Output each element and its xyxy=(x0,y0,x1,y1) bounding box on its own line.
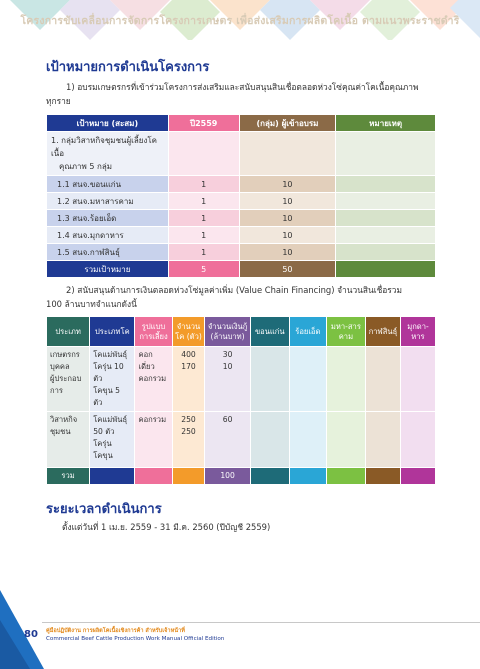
group-label-line2: คุณภาพ 5 กลุ่ม xyxy=(59,162,113,171)
row-trainees: 10 xyxy=(239,176,336,193)
col-header-remarks: หมายเหตุ xyxy=(336,115,436,132)
row-remarks xyxy=(336,210,436,227)
col-header-mukdahan: มุกดา-หาร xyxy=(400,317,435,347)
row-khonkaen xyxy=(250,347,289,412)
total-mahasarakham xyxy=(326,468,365,485)
table-row xyxy=(47,210,436,227)
row-year: 1 xyxy=(168,227,239,244)
row-label: 1.3 สนจ.ร้อยเอ็ด xyxy=(47,210,169,227)
row-trainees: 10 xyxy=(239,227,336,244)
col-header-type: ประเภท xyxy=(47,317,90,347)
goal-item-1 xyxy=(46,80,434,94)
row-remarks xyxy=(336,244,436,261)
table-header-row xyxy=(47,317,436,347)
row-cattle-line: โคขุน xyxy=(93,451,113,460)
goal-item-2-line2: 100 ล้านบาทจำแนกดังนี้ xyxy=(46,299,137,309)
goal-item-1-line2: ทุกราย xyxy=(46,96,71,106)
row-kalasin xyxy=(365,347,400,412)
row-year: 1 xyxy=(168,244,239,261)
section-heading-duration: ระยะเวลาดำเนินการ xyxy=(46,502,162,517)
row-khonkaen xyxy=(250,412,289,468)
col-header-kalasin: กาฬสินธุ์ xyxy=(365,317,400,347)
col-header-cattle-count: จำนวนโค (ตัว) xyxy=(172,317,205,347)
row-loan xyxy=(205,412,250,468)
training-target-table xyxy=(46,114,436,278)
col-header-target: เป้าหมาย (สะสม) xyxy=(47,115,169,132)
total-mukdahan xyxy=(400,468,435,485)
row-cattle-line: โคแม่พันธุ์ xyxy=(93,415,128,424)
col-header-roiet: ร้อยเอ็ด xyxy=(289,317,326,347)
row-roiet xyxy=(289,347,326,412)
row-style-line: คอกรวม xyxy=(138,415,167,424)
row-label: 1.1 สนจ.ขอนแก่น xyxy=(47,176,169,193)
row-style-line: คอกรวม xyxy=(138,374,167,383)
row-cattle-line: โครุ่น xyxy=(93,439,112,448)
row-cattle-line: 50 ตัว xyxy=(93,427,115,436)
row-count-line: 170 xyxy=(181,362,196,371)
row-trainees: 10 xyxy=(239,244,336,261)
row-type-line: การ xyxy=(50,386,63,395)
row-label: 1.4 สนจ.มุกดาหาร xyxy=(47,227,169,244)
group-year-cell xyxy=(168,132,239,176)
table-total-row xyxy=(47,468,436,485)
total-cattle xyxy=(90,468,135,485)
financing-table xyxy=(46,316,436,485)
row-loan-line: 10 xyxy=(222,362,233,371)
banner-title: โครงการขับเคลื่อนการจัดการโครงการเกษตร เพื่อส่งเสริมการผลิตโคเนื้อ ตามแนวพระราชดำริ xyxy=(20,15,460,27)
row-cattle-line: โครุ่น 10 ตัว xyxy=(93,362,124,383)
row-type-line: ชุมชน xyxy=(50,427,71,436)
table-row xyxy=(47,347,436,412)
page-number: 80 xyxy=(24,629,38,640)
row-trainees: 10 xyxy=(239,210,336,227)
row-count xyxy=(172,412,205,468)
footer-title-en: Commercial Beef Cattle Production Work Manual Official Edition xyxy=(46,636,225,642)
total-remarks xyxy=(336,261,436,278)
row-loan-line: 30 xyxy=(222,350,233,359)
row-year: 1 xyxy=(168,193,239,210)
footer-divider xyxy=(42,622,480,623)
row-mukdahan xyxy=(400,347,435,412)
col-header-loan-amount: จำนวนเงินกู้ (ล้านบาท) xyxy=(205,317,250,347)
row-type xyxy=(47,412,90,468)
row-year: 1 xyxy=(168,176,239,193)
total-kalasin xyxy=(365,468,400,485)
row-cattle-line: โคแม่พันธุ์ xyxy=(93,350,128,359)
row-style xyxy=(135,412,172,468)
header-banner xyxy=(0,0,480,40)
row-cattle xyxy=(90,412,135,468)
row-type-line: ผู้ประกอบ xyxy=(50,374,82,383)
table-row xyxy=(47,412,436,468)
total-label: รวม xyxy=(47,468,90,485)
row-remarks xyxy=(336,227,436,244)
col-header-trainees: (กลุ่ม) ผู้เข้าอบรม xyxy=(239,115,336,132)
row-count-line: 250 xyxy=(181,415,196,424)
col-header-mahasarakham: มหา-สารคาม xyxy=(326,317,365,347)
row-roiet xyxy=(289,412,326,468)
col-header-year: ปี2559 xyxy=(168,115,239,132)
row-type xyxy=(47,347,90,412)
row-loan xyxy=(205,347,250,412)
row-label: 1.2 สนจ.มหาสารคาม xyxy=(47,193,169,210)
total-label: รวมเป้าหมาย xyxy=(47,261,169,278)
section-heading-goals: เป้าหมายการดำเนินโครงการ xyxy=(46,60,210,75)
row-style-line: คอกเดี่ยว xyxy=(138,350,155,371)
total-roiet xyxy=(289,468,326,485)
row-count-line: 250 xyxy=(181,427,196,436)
total-count xyxy=(172,468,205,485)
table-total-row xyxy=(47,261,436,278)
row-count xyxy=(172,347,205,412)
row-style xyxy=(135,347,172,412)
row-trainees: 10 xyxy=(239,193,336,210)
row-kalasin xyxy=(365,412,400,468)
table-header-row xyxy=(47,115,436,132)
total-loan: 100 xyxy=(205,468,250,485)
footer-title-th: คู่มือปฏิบัติงาน การผลิตโคเนื้อเชิงการค้า สำหรับเจ้าหน้าที่ xyxy=(46,628,185,634)
group-label-cell xyxy=(47,132,169,176)
goal-item-1-line1: 1) อบรมเกษตรกรที่เข้าร่วมโครงการส่งเสริมและสนับสนุนสินเชื่อตลอดห่วงโซ่คุณค่าโคเนื้อคุณภาพ xyxy=(66,82,419,92)
row-label: 1.5 สนจ.กาฬสินธุ์ xyxy=(47,244,169,261)
total-khonkaen xyxy=(250,468,289,485)
row-year: 1 xyxy=(168,210,239,227)
row-remarks xyxy=(336,176,436,193)
duration-text: ตั้งแต่วันที่ 1 เม.ย. 2559 - 31 มี.ค. 2560 (ปีบัญชี 2559) xyxy=(62,522,271,532)
row-mahasarakham xyxy=(326,412,365,468)
row-cattle-line: โคขุน 5 ตัว xyxy=(93,386,121,407)
row-count-line: 400 xyxy=(181,350,196,359)
goal-item-2-line1: 2) สนับสนุนด้านการเงินตลอดห่วงโซ่มูลค่าเพิ่ม (Value Chain Financing) จำนวนสินเชื่อรวม xyxy=(66,285,403,295)
row-remarks xyxy=(336,193,436,210)
row-mahasarakham xyxy=(326,347,365,412)
col-header-raising-style: รูปแบบการเลี้ยง xyxy=(135,317,172,347)
table-row xyxy=(47,227,436,244)
col-header-khonkaen: ขอนแก่น xyxy=(250,317,289,347)
group-remarks-cell xyxy=(336,132,436,176)
total-year: 5 xyxy=(168,261,239,278)
row-type-line: วิสาหกิจ xyxy=(50,415,78,424)
row-loan-line: 60 xyxy=(222,415,233,424)
group-trainees-cell xyxy=(239,132,336,176)
total-style xyxy=(135,468,172,485)
row-type-line: บุคคล xyxy=(50,362,70,371)
table-row-group xyxy=(47,132,436,176)
table-row xyxy=(47,244,436,261)
row-type-line: เกษตรกร xyxy=(50,350,80,359)
table-row xyxy=(47,193,436,210)
col-header-cattle-type: ประเภทโค xyxy=(90,317,135,347)
total-trainees: 50 xyxy=(239,261,336,278)
table-row xyxy=(47,176,436,193)
group-label-line1: 1. กลุ่มวิสาหกิจชุมชนผู้เลี้ยงโคเนื้อ xyxy=(51,136,158,158)
row-cattle xyxy=(90,347,135,412)
row-mukdahan xyxy=(400,412,435,468)
